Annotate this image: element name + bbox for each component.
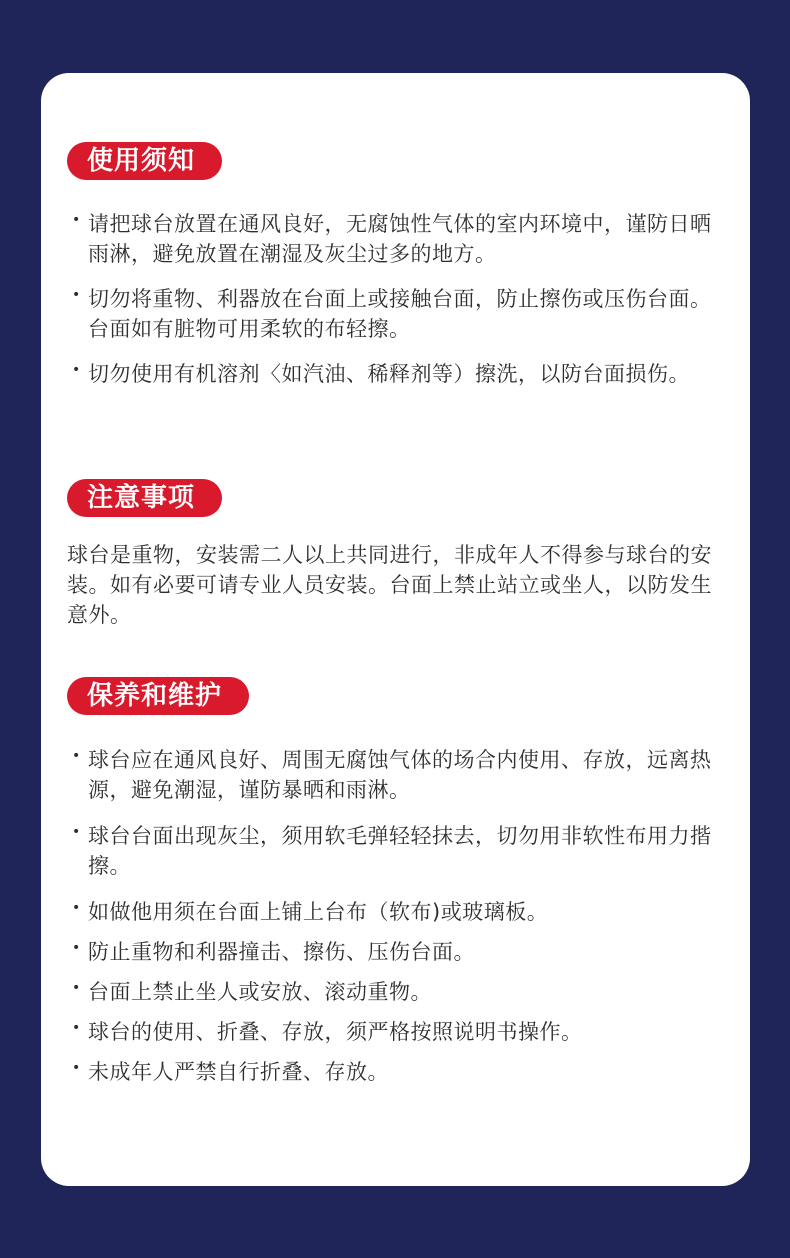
precautions-text: 球台是重物，安装需二人以上共同进行，非成年人不得参与球台的安装。如有必要可请专业人员安装。台面上禁止站立或坐人，以防发生意外。 xyxy=(67,543,712,627)
bullet-icon: • xyxy=(72,748,81,764)
bullet-icon: • xyxy=(72,824,81,840)
bullet-icon: • xyxy=(72,287,81,303)
list-item: • 切勿使用有机溶剂〈如汽油、稀释剂等）擦洗，以防台面损伤。 xyxy=(67,359,727,389)
bullet-icon: • xyxy=(72,1060,81,1076)
list-item: • 球台台面出现灰尘，须用软毛弹轻轻抹去，切勿用非软性布用力揩擦。 xyxy=(67,821,727,881)
section-precautions xyxy=(67,479,727,630)
bullet-icon: • xyxy=(72,940,81,956)
content-card xyxy=(41,73,750,1186)
bullet-icon: • xyxy=(72,362,81,378)
section-title-precautions: 注意事项 xyxy=(67,479,222,517)
bullet-icon: • xyxy=(72,900,81,916)
list-item: • 球台应在通风良好、周围无腐蚀气体的场合内使用、存放，远离热源，避免潮湿，谨防暴晒和雨淋。 xyxy=(67,745,727,805)
bullet-icon: • xyxy=(72,1020,81,1036)
list-item: • 未成年人严禁自行折叠、存放。 xyxy=(67,1057,727,1087)
list-item: • 如做他用须在台面上铺上台布（软布)或玻璃板。 xyxy=(67,897,727,927)
section-title-usage: 使用须知 xyxy=(67,142,222,180)
bullet-icon: • xyxy=(72,212,81,228)
section-maintenance xyxy=(67,677,727,1087)
list-item: • 请把球台放置在通风良好，无腐蚀性气体的室内环境中，谨防日晒雨淋，避免放置在潮湿及灰尘过多的地方。 xyxy=(67,209,727,269)
bullet-icon: • xyxy=(72,980,81,996)
list-item: • 台面上禁止坐人或安放、滚动重物。 xyxy=(67,977,727,1007)
section-usage-notice xyxy=(67,142,727,389)
section-title-maintenance: 保养和维护 xyxy=(67,677,249,715)
list-item: • 切勿将重物、利器放在台面上或接触台面，防止擦伤或压伤台面。台面如有脏物可用柔软的布轻擦。 xyxy=(67,284,727,344)
list-item: • 球台的使用、折叠、存放，须严格按照说明书操作。 xyxy=(67,1017,727,1047)
list-item: • 防止重物和利器撞击、擦伤、压伤台面。 xyxy=(67,937,727,967)
